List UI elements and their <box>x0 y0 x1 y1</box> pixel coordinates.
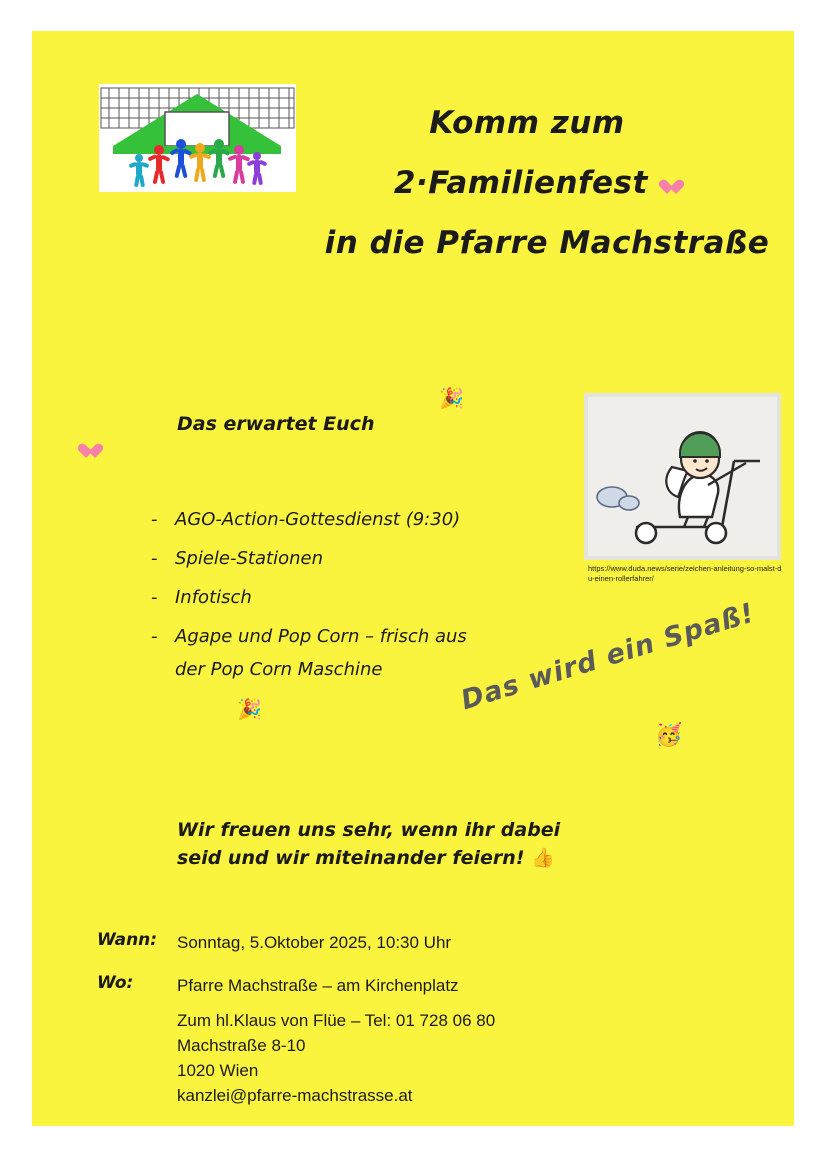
poster-canvas <box>32 31 794 1126</box>
bullet-dash: - <box>151 509 158 530</box>
list-item-label: AGO-Action-Gottesdienst (9:30) <box>175 509 461 530</box>
detail-where-line-2: Zum hl.Klaus von Flüe – Tel: 01 728 06 80 <box>177 1011 496 1030</box>
party-popper-icon-2: 🎉 <box>237 697 262 721</box>
section-heading-expectations: Das erwartet Euch <box>177 413 375 435</box>
invitation-text <box>177 816 677 872</box>
list-item <box>151 626 601 647</box>
party-face-icon: 🥳 <box>655 723 683 748</box>
detail-where-line-1: Pfarre Machstraße – am Kirchenplatz <box>177 976 459 995</box>
detail-where-line-3: Machstraße 8-10 <box>177 1036 306 1055</box>
detail-email[interactable]: kanzlei@pfarre-machstrasse.at <box>177 1086 413 1105</box>
party-popper-icon-1: 🎉 <box>439 386 464 410</box>
heart-icon <box>648 165 676 201</box>
detail-row-when <box>97 930 717 955</box>
headline-line-2-text: 2·Familienfest <box>393 165 648 201</box>
list-item-label: Spiele-Stationen <box>175 548 323 569</box>
list-item <box>151 587 601 608</box>
detail-spacer <box>177 998 717 1008</box>
list-item <box>151 509 601 530</box>
detail-label-when: Wann: <box>97 930 158 950</box>
photo-source-caption: https://www.duda.news/serie/zeichen-anleitung-so-malst-du-einen-rollerfahrer/ <box>588 564 782 583</box>
logo-illustration <box>99 84 296 192</box>
list-item-continuation: der Pop Corn Maschine <box>175 659 383 680</box>
detail-value-where <box>177 973 717 1108</box>
invitation-line-1: Wir freuen uns sehr, wenn ihr dabei <box>177 819 561 841</box>
detail-label-where: Wo: <box>97 973 134 993</box>
thumbs-up-icon: 👍 <box>531 847 555 869</box>
event-details <box>97 930 717 1126</box>
detail-value-when <box>177 930 717 955</box>
detail-when-line-1: Sonntag, 5.Oktober 2025, 10:30 Uhr <box>177 933 452 952</box>
bullet-dash: - <box>151 626 158 647</box>
page-title <box>317 93 777 273</box>
bullet-dash: - <box>151 587 158 608</box>
bullet-dash: - <box>151 548 158 569</box>
scooter-drawing <box>584 393 781 560</box>
parish-family-logo <box>99 84 296 192</box>
headline-line-3: in die Pfarre Machstraße <box>324 225 770 261</box>
scooter-illustration-photo <box>584 393 781 560</box>
list-item-label: Agape und Pop Corn – frisch aus <box>175 626 467 647</box>
list-item <box>151 548 601 569</box>
list-item-label: Infotisch <box>175 587 252 608</box>
diagonal-slogan: Das wird ein Spaß! <box>457 597 759 717</box>
headline-line-1: Komm zum <box>429 105 625 141</box>
detail-where-line-4: 1020 Wien <box>177 1061 259 1080</box>
headline-line-2 <box>317 153 777 213</box>
detail-row-where <box>97 973 717 1108</box>
invitation-line-2: seid und wir miteinander feiern! <box>177 847 525 869</box>
heart-icon-left <box>78 443 102 467</box>
